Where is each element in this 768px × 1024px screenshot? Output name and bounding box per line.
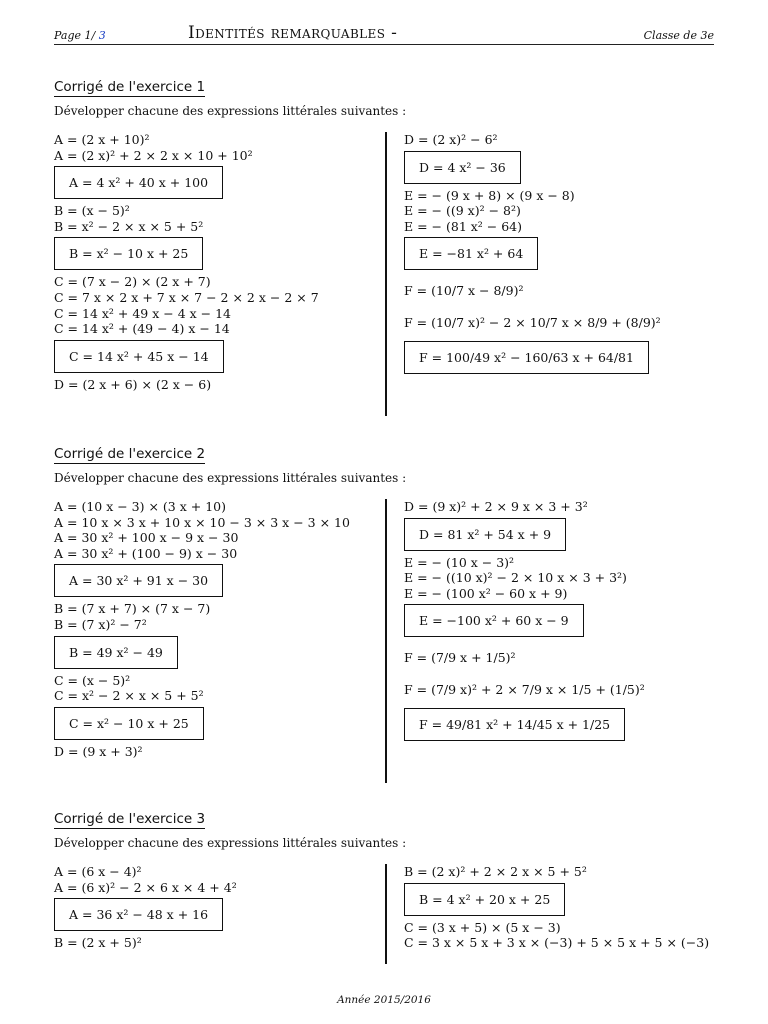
equation-line: E = − (9 x + 8) × (9 x − 8) xyxy=(404,187,575,203)
equation-line: B = (7 x)² − 7² xyxy=(54,616,147,632)
exercise-1 xyxy=(54,76,714,392)
equation-line: E = − ((10 x)² − 2 × 10 x × 3 + 3²) xyxy=(404,570,627,586)
exercise-title: Corrigé de l'exercice 1 xyxy=(54,79,206,95)
result-row xyxy=(54,895,374,935)
result-row xyxy=(404,705,714,745)
exercise-instruction: Développer chacune des expressions littérales suivantes : xyxy=(54,104,407,118)
header-rule xyxy=(54,44,714,45)
equation-line: D = (9 x + 3)² xyxy=(54,743,143,759)
equation-line: A = (2 x + 10)² xyxy=(54,132,150,147)
equation-line: B = (2 x + 5)² xyxy=(54,935,142,951)
equation-line: C = (x − 5)² xyxy=(54,672,131,688)
result-row xyxy=(54,561,374,601)
equation-line: C = 14 x² + (49 − 4) x − 14 xyxy=(54,321,230,337)
boxed-result: B = 4 x² + 20 x + 25 xyxy=(404,883,565,916)
equation-line: F = (10/7 x)² − 2 × 10/7 x × 8/9 + (8/9)² xyxy=(404,314,661,330)
equation-line: E = − (10 x − 3)² xyxy=(404,554,515,570)
exercise-instruction: Développer chacune des expressions littérales suivantes : xyxy=(54,836,407,850)
exercise-instruction: Développer chacune des expressions littérales suivantes : xyxy=(54,471,407,485)
equation-line: C = x² − 2 × x × 5 + 5² xyxy=(54,688,204,704)
left-column xyxy=(54,132,374,392)
right-column xyxy=(404,132,714,378)
equation-line: D = (2 x + 6) × (2 x − 6) xyxy=(54,376,212,392)
column-divider xyxy=(385,499,387,783)
boxed-result: D = 81 x² + 54 x + 9 xyxy=(404,518,566,551)
class-label: Classe de 3e xyxy=(643,29,714,42)
boxed-result: B = 49 x² − 49 xyxy=(54,636,178,669)
page-header xyxy=(54,22,714,46)
equation-line: C = (7 x − 2) × (2 x + 7) xyxy=(54,274,211,290)
boxed-result: F = 49/81 x² + 14/45 x + 1/25 xyxy=(404,708,625,741)
equation-line: B = (x − 5)² xyxy=(54,203,130,219)
left-column xyxy=(54,864,374,951)
equation-line: C = 3 x × 5 x + 3 x × (−3) + 5 × 5 x + 5 × (−3) xyxy=(404,935,710,951)
boxed-result: F = 100/49 x² − 160/63 x + 64/81 xyxy=(404,341,649,374)
equation-line: E = − (81 x² − 64) xyxy=(404,218,523,234)
boxed-result: A = 4 x² + 40 x + 100 xyxy=(54,166,223,199)
result-row xyxy=(404,880,714,920)
exercise-title: Corrigé de l'exercice 2 xyxy=(54,446,206,462)
document-title: Identités remarquables - xyxy=(188,23,398,43)
equation-line: D = (9 x)² + 2 × 9 x × 3 + 3² xyxy=(404,499,588,514)
boxed-result: D = 4 x² − 36 xyxy=(404,151,521,184)
result-row xyxy=(404,515,714,555)
result-row xyxy=(54,633,374,673)
equation-line: A = (6 x − 4)² xyxy=(54,864,142,879)
equation-line: A = 30 x² + (100 − 9) x − 30 xyxy=(54,545,238,561)
boxed-result: A = 36 x² − 48 x + 16 xyxy=(54,898,223,931)
equation-line: E = − (100 x² − 60 x + 9) xyxy=(404,585,568,601)
equation-line: C = 14 x² + 49 x − 4 x − 14 xyxy=(54,305,231,321)
equation-line: B = (7 x + 7) × (7 x − 7) xyxy=(54,601,211,617)
boxed-result: E = −100 x² + 60 x − 9 xyxy=(404,604,584,637)
boxed-result: C = x² − 10 x + 25 xyxy=(54,707,204,740)
result-row xyxy=(54,704,374,744)
equation-line: A = (6 x)² − 2 × 6 x × 4 + 4² xyxy=(54,879,237,895)
result-row xyxy=(404,601,714,641)
result-row xyxy=(404,234,714,274)
equation-line: C = 7 x × 2 x + 7 x × 7 − 2 × 2 x − 2 × 7 xyxy=(54,289,319,305)
equation-line: B = (2 x)² + 2 × 2 x × 5 + 5² xyxy=(404,864,587,879)
exercise-title: Corrigé de l'exercice 3 xyxy=(54,811,206,827)
equation-line: D = (2 x)² − 6² xyxy=(404,132,498,147)
column-divider xyxy=(385,132,387,416)
result-row xyxy=(404,338,714,378)
boxed-result: E = −81 x² + 64 xyxy=(404,237,538,270)
equation-line: F = (7/9 x)² + 2 × 7/9 x × 1/5 + (1/5)² xyxy=(404,681,645,697)
page-total-link[interactable]: 3 xyxy=(98,29,106,42)
equation-line: A = (2 x)² + 2 × 2 x × 10 + 10² xyxy=(54,147,253,163)
result-row xyxy=(54,163,374,203)
right-column xyxy=(404,864,714,951)
exercise-2 xyxy=(54,443,714,759)
result-row xyxy=(54,234,374,274)
result-row xyxy=(54,337,374,377)
boxed-result: B = x² − 10 x + 25 xyxy=(54,237,203,270)
equation-line: A = 30 x² + 100 x − 9 x − 30 xyxy=(54,530,239,546)
equation-line: F = (7/9 x + 1/5)² xyxy=(404,649,516,665)
page-footer: Année 2015/2016 xyxy=(337,994,431,1006)
equation-line: C = (3 x + 5) × (5 x − 3) xyxy=(404,919,561,935)
column-divider xyxy=(385,864,387,964)
result-row xyxy=(404,148,714,188)
boxed-result: A = 30 x² + 91 x − 30 xyxy=(54,564,223,597)
right-column xyxy=(404,499,714,745)
page-number xyxy=(54,29,106,42)
equation-line: A = 10 x × 3 x + 10 x × 10 − 3 × 3 x − 3 × 10 xyxy=(54,514,350,530)
equation-line: F = (10/7 x − 8/9)² xyxy=(404,282,524,298)
equation-line: E = − ((9 x)² − 8²) xyxy=(404,203,521,219)
left-column xyxy=(54,499,374,759)
page-number-prefix: Page 1/ xyxy=(54,29,96,42)
equation-line: A = (10 x − 3) × (3 x + 10) xyxy=(54,499,226,514)
exercise-3 xyxy=(54,808,714,951)
boxed-result: C = 14 x² + 45 x − 14 xyxy=(54,340,224,373)
equation-line: B = x² − 2 × x × 5 + 5² xyxy=(54,218,204,234)
